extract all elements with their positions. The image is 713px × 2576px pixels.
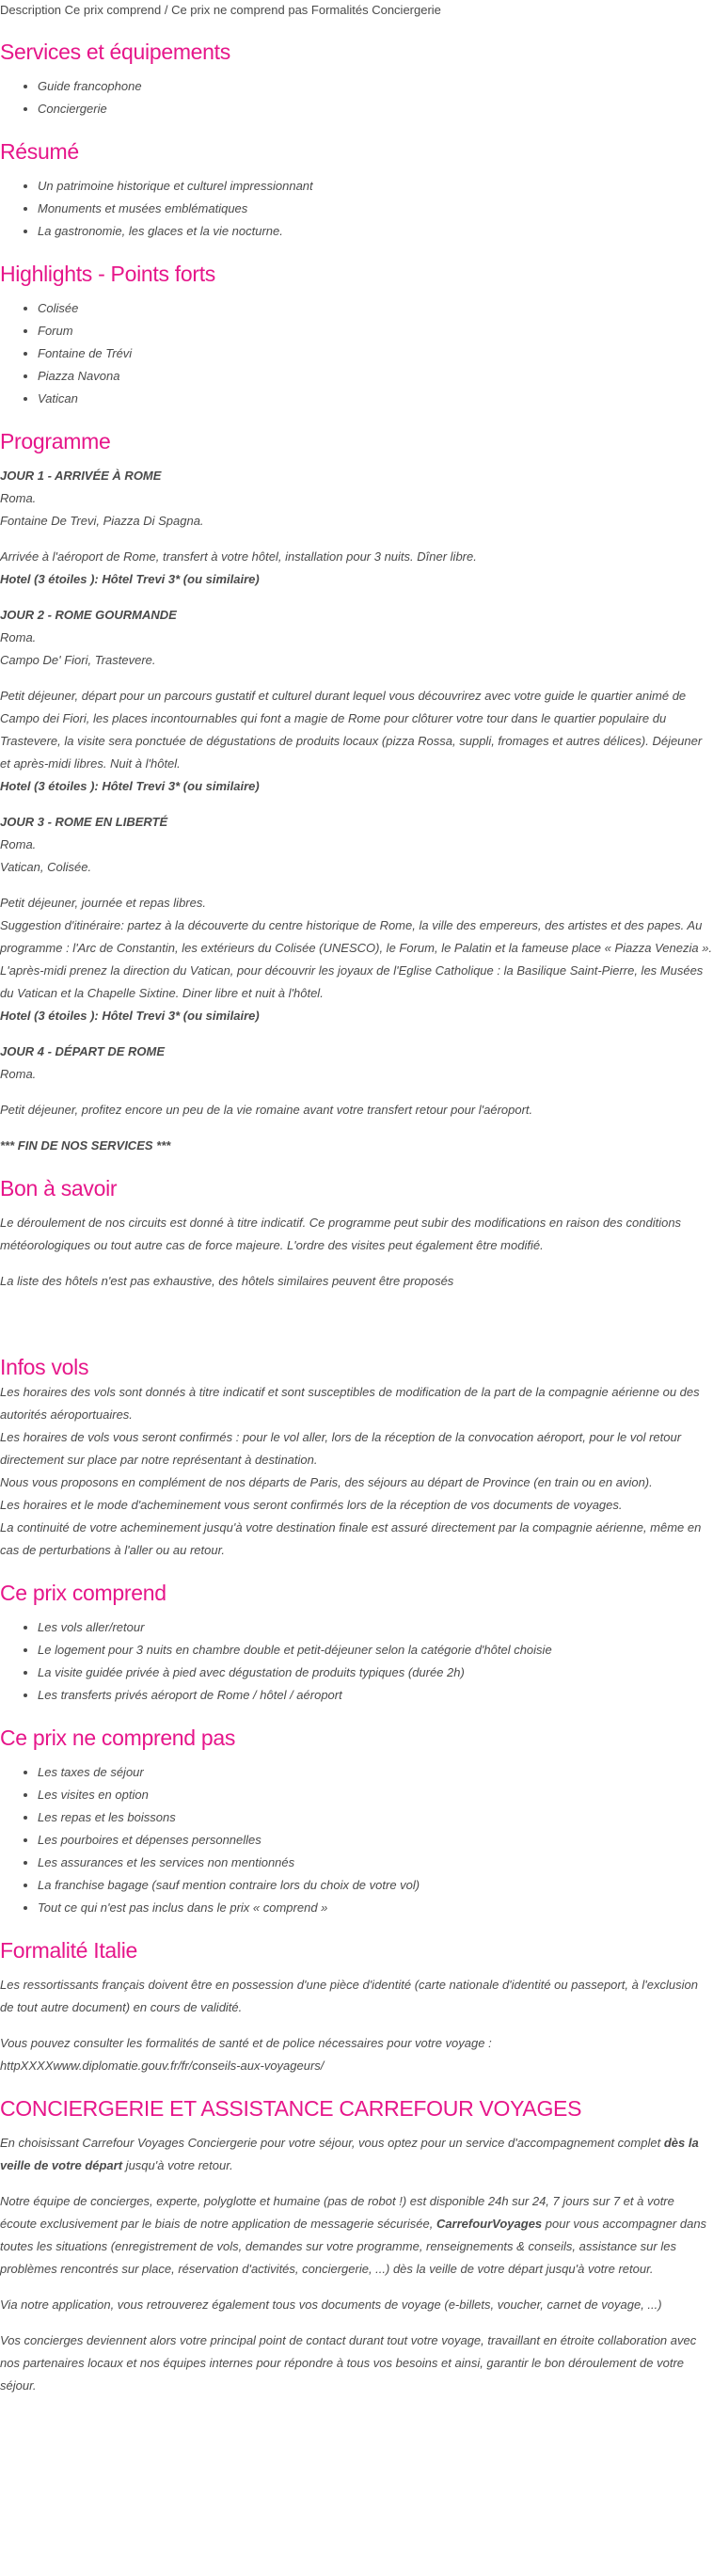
text: En choisissant Carrefour Voyages Conciergerie pour votre séjour, vous optez pour un service d'accompagnement complet <box>0 2136 664 2150</box>
day-1 <box>0 465 713 533</box>
day-heading: JOUR 2 - ROME GOURMANDE <box>0 608 177 622</box>
list-item: • Les repas et les boissons <box>38 1806 713 1829</box>
list-item: • Les transferts privés aéroport de Rome / hôtel / aéroport <box>38 1684 713 1707</box>
comprend-list <box>0 1616 713 1707</box>
day-3 <box>0 811 713 879</box>
ce-prix-ne-comprend-pas-title: Ce prix ne comprend pas <box>0 1725 236 1750</box>
list-item: • Les visites en option <box>38 1784 713 1806</box>
day-heading: JOUR 3 - ROME EN LIBERTÉ <box>0 815 168 829</box>
list-item: • La visite guidée privée à pied avec dégustation de produits typiques (durée 2h) <box>38 1662 713 1684</box>
list-item: • La gastronomie, les glaces et la vie nocturne. <box>38 220 713 243</box>
text: jusqu'à votre retour. <box>122 2158 233 2172</box>
day-places: Fontaine De Trevi, Piazza Di Spagna. <box>0 514 204 528</box>
day-text: Arrivée à l'aéroport de Rome, transfert à votre hôtel, installation pour 3 nuits. Dîner libre. <box>0 549 477 564</box>
highlights-title: Highlights - Points forts <box>0 262 215 286</box>
day-2 <box>0 604 713 672</box>
day-city: Roma. <box>0 491 37 505</box>
list-item: • Fontaine de Trévi <box>38 342 713 365</box>
day-heading: JOUR 1 - ARRIVÉE À ROME <box>0 469 162 483</box>
concierge-p2 <box>0 2190 713 2281</box>
spacer <box>0 1293 713 1336</box>
vols-line: Nous vous proposons en complément de nos départs de Paris, des séjours au départ de Province (en train ou en avion). <box>0 1475 653 1489</box>
list-item: • Les vols aller/retour <box>38 1616 713 1639</box>
infos-vols-title: Infos vols <box>0 1355 89 1379</box>
vols-line: La continuité de votre acheminement jusqu'à votre destination finale est assuré directement par la compagnie aérienne, même en cas de perturbations à l'aller ou au retour. <box>0 1520 702 1557</box>
text: Notre équipe de concierges, experte, polyglotte et humaine (pas de robot !) est disponible 24h sur 24, 7 jours sur 7 et à votre écoute exclusivement par le biais de notre application de messagerie sécurisée, <box>0 2194 674 2231</box>
services-title: Services et équipements <box>0 40 230 64</box>
day-text: Petit déjeuner, profitez encore un peu de la vie romaine avant votre transfert retour pour l'aéroport. <box>0 1103 533 1117</box>
day-4 <box>0 1041 713 1086</box>
list-item: • Monuments et musées emblématiques <box>38 198 713 220</box>
ne-comprend-list <box>0 1761 713 1919</box>
concierge-p3: Via notre application, vous retrouverez également tous vos documents de voyage (e-billets, voucher, carnet de voyage, ...) <box>0 2298 662 2312</box>
resume-title: Résumé <box>0 139 79 164</box>
day-suggestion: Suggestion d'itinéraire: partez à la découverte du centre historique de Rome, la ville des empereurs, des artistes et des papes. Au programme : l'Arc de Constantin, les extérieurs du Colisée (UNESCO), le Forum, le Palatin et la fameuse place « Piazza Venezia ». L'après-midi prenez la direction du Vatican, pour découvrir les joyaux de l'Eglise Catholique : la Basilique Saint-Pierre, les Musées du Vatican et la Chapelle Sixtine. Diner libre et nuit à l'hôtel. <box>0 918 713 1000</box>
bon-a-savoir-text: Le déroulement de nos circuits est donné à titre indicatif. Ce programme peut subir des modifications en raison des conditions météorologiques ou tout autre cas de force majeure. L'ordre des visites peut également être modifié. <box>0 1216 682 1252</box>
list-item: • La franchise bagage (sauf mention contraire lors du choix de votre vol) <box>38 1874 713 1897</box>
list-item: • Vatican <box>38 388 713 410</box>
list-item: • Le logement pour 3 nuits en chambre double et petit-déjeuner selon la catégorie d'hôtel choisie <box>38 1639 713 1662</box>
day-city: Roma. <box>0 1067 37 1081</box>
day-1-details <box>0 546 713 591</box>
day-heading: JOUR 4 - DÉPART DE ROME <box>0 1044 166 1058</box>
formalite-consult: Vous pouvez consulter les formalités de santé et de police nécessaires pour votre voyage : <box>0 2036 492 2050</box>
day-hotel: Hotel (3 étoiles ): Hôtel Trevi 3* (ou similaire) <box>0 1009 260 1023</box>
ce-prix-comprend-title: Ce prix comprend <box>0 1581 166 1605</box>
day-4-details <box>0 1099 713 1121</box>
formalite-link-block <box>0 2032 713 2077</box>
bold-text: dès la veille de votre départ <box>0 2136 699 2172</box>
resume-list <box>0 175 713 243</box>
list-item: • Tout ce qui n'est pas inclus dans le prix « comprend » <box>38 1897 713 1919</box>
day-3-details <box>0 892 713 1027</box>
list-item: • Piazza Navona <box>38 365 713 388</box>
conciergerie-title: CONCIERGERIE ET ASSISTANCE CARREFOUR VOYAGES <box>0 2096 582 2121</box>
bon-a-savoir-hotels: La liste des hôtels n'est pas exhaustive, des hôtels similaires peuvent être proposés <box>0 1274 454 1288</box>
list-item: • Colisée <box>38 297 713 320</box>
list-item: • Les taxes de séjour <box>38 1761 713 1784</box>
formalite-title: Formalité Italie <box>0 1938 138 1963</box>
list-item: • Forum <box>38 320 713 342</box>
text: pour vous accompagner dans toutes les situations (enregistrement de vols, demandes sur votre programme, renseignements & conseils, assistance sur les problèmes rencontrés sur place, réservation d'activités, conciergerie, ...) dès la veille de votre départ jusqu'à votre retour. <box>0 2217 707 2276</box>
list-item: • Guide francophone <box>38 75 713 98</box>
day-places: Campo De' Fiori, Trastevere. <box>0 653 156 667</box>
day-2-details <box>0 685 713 798</box>
services-list <box>0 75 713 120</box>
formalite-link[interactable]: httpXXXXwww.diplomatie.gouv.fr/fr/conseils-aux-voyageurs/ <box>0 2059 325 2073</box>
day-hotel: Hotel (3 étoiles ): Hôtel Trevi 3* (ou similaire) <box>0 572 260 586</box>
end-of-services: *** FIN DE NOS SERVICES *** <box>0 1138 171 1153</box>
list-item: • Les assurances et les services non mentionnés <box>38 1852 713 1874</box>
list-item: • Les pourboires et dépenses personnelles <box>38 1829 713 1852</box>
day-city: Roma. <box>0 837 37 851</box>
brand-name: CarrefourVoyages <box>436 2217 543 2231</box>
bon-a-savoir-title: Bon à savoir <box>0 1176 118 1201</box>
vols-line: Les horaires des vols sont donnés à titre indicatif et sont susceptibles de modification de la part de la compagnie aérienne ou des autorités aéroportuaires. <box>0 1385 700 1422</box>
vols-line: Les horaires de vols vous seront confirmés : pour le vol aller, lors de la réception de la convocation aéroport, pour le vol retour directement sur place par notre représentant à destination. <box>0 1430 682 1467</box>
concierge-p4: Vos concierges deviennent alors votre principal point de contact durant tout votre voyage, travaillant en étroite collaboration avec nos partenaires locaux et nos équipes internes pour répondre à tous vos besoins et ainsi, garantir le bon déroulement de votre séjour. <box>0 2333 697 2393</box>
day-hotel: Hotel (3 étoiles ): Hôtel Trevi 3* (ou similaire) <box>0 779 260 793</box>
day-city: Roma. <box>0 630 37 644</box>
concierge-p1 <box>0 2132 713 2177</box>
formalite-text: Les ressortissants français doivent être en possession d'une pièce d'identité (carte nationale d'identité ou passeport, à l'exclusion de tout autre document) en cours de validité. <box>0 1978 698 2014</box>
list-item: • Conciergerie <box>38 98 713 120</box>
day-places: Vatican, Colisée. <box>0 860 92 874</box>
breadcrumb: Description Ce prix comprend / Ce prix ne comprend pas Formalités Conciergerie <box>0 3 441 17</box>
day-text: Petit déjeuner, journée et repas libres. <box>0 896 206 910</box>
list-item: • Un patrimoine historique et culturel impressionnant <box>38 175 713 198</box>
day-text: Petit déjeuner, départ pour un parcours gustatif et culturel durant lequel vous découvrirez avec votre guide le quartier animé de Campo dei Fiori, les places incontournables qui font a magie de Rome pour clôturer votre tour dans le quartier populaire du Trastevere, la visite sera ponctuée de dégustations de produits locaux (pizza Rossa, suppli, fromages et autres délices). Déjeuner et après-midi libres. Nuit à l'hôtel. <box>0 689 703 771</box>
programme-title: Programme <box>0 429 111 453</box>
vols-line: Les horaires et le mode d'acheminement vous seront confirmés lors de la réception de vos documents de voyages. <box>0 1498 623 1512</box>
highlights-list <box>0 297 713 410</box>
